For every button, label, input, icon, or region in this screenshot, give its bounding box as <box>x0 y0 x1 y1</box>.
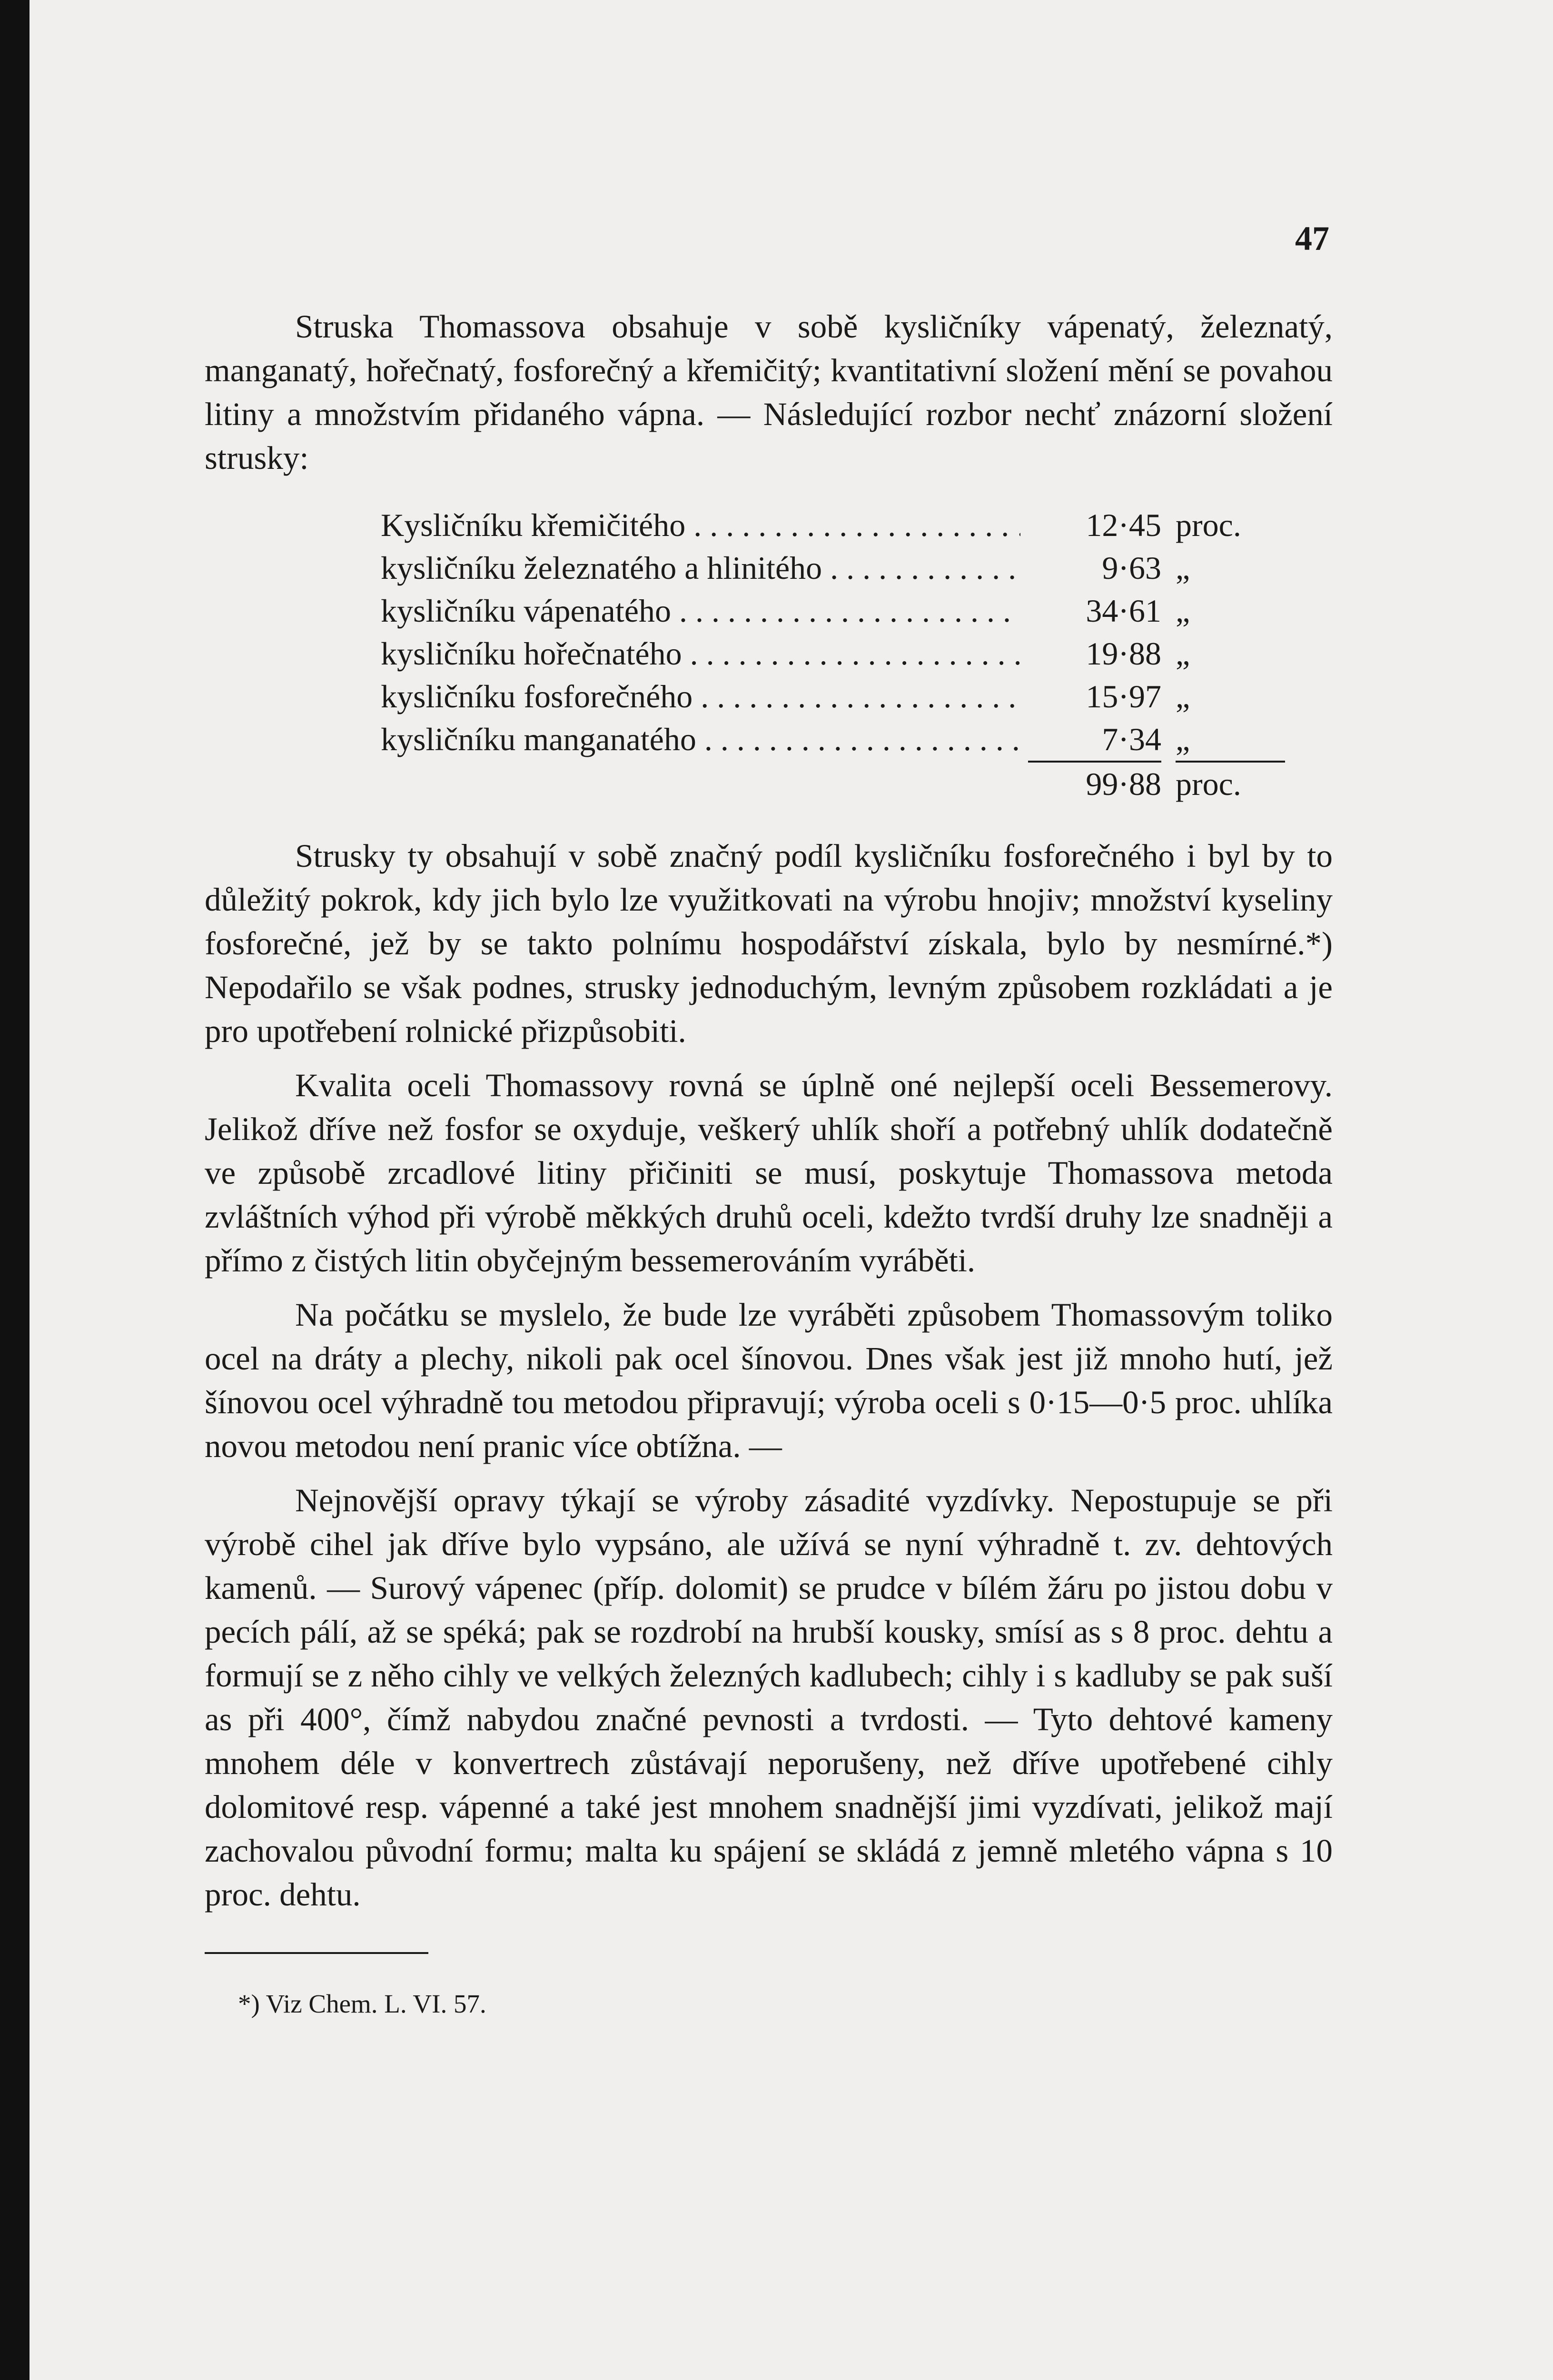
analysis-row-name: kysličníku hořečnatého . . . <box>381 632 1020 675</box>
analysis-total-unit: proc. <box>1176 766 1241 802</box>
analysis-row-value: 19·88 <box>1086 635 1161 672</box>
analysis-row <box>381 632 1285 675</box>
footnote: *) Viz Chem. L. VI. 57. <box>238 1989 486 2018</box>
analysis-row-unit: „ <box>1176 593 1190 629</box>
paragraph-3: Kvalita oceli Thomassovy rovná se úplně oné nejlepší oceli Bessemerovy. Jelikož dříve než fosfor se oxyduje, veškerý uhlík shoří a potřebný uhlík dodatečně ve způsobě zrcadlové litiny přičiniti se musí, poskytuje Thomassova metoda zvláštních výhod při výrobě měkkých druhů oceli, kdežto tvrdší druhy lze snadněji a přímo z čistých litin obyčejným bessemerováním vyráběti. <box>205 1067 1333 1279</box>
analysis-row-value: 9·63 <box>1102 550 1161 586</box>
slag-analysis-table <box>381 504 1285 805</box>
paragraph-5: Nejnovější opravy týkají se výroby zásadité vyzdívky. Nepostupuje se při výrobě cihel jak dříve bylo vypsáno, ale užívá se nyní výhradně t. zv. dehtových kamenů. — Surový vápenec (příp. dolomit) se prudce v bílém žáru po jistou dobu v pecích pálí, až se spéká; pak se rozdrobí na hrubší kousky, smísí as s 8 proc. dehtu a formují se z něho cihly ve velkých železných kadlubech; cihly i s kadluby se pak suší as při 400°, čímž nabydou značné pevnosti a tvrdosti. — Tyto dehtové kameny mnohem déle v konvertrech zůstávají neporušeny, než dříve upotřebené cihly dolomitové resp. vápenné a také jest mnohem snadnější jimi vyzdívati, jelikož mají zachovalou původní formu; malta ku spájení se skládá z jemně mletého vápna s 10 proc. dehtu. <box>205 1482 1333 1913</box>
analysis-row-name: kysličníku fosforečného . . . <box>381 675 1020 718</box>
analysis-row-value: 7·34 <box>1028 718 1161 763</box>
analysis-row-unit: „ <box>1176 635 1190 672</box>
paragraph-2: Strusky ty obsahují v sobě značný podíl kysličníku fosforečného i byl by to důležitý pokrok, kdy jich bylo lze využitkovati na výrobu hnojiv; množství kyseliny fosforečné, jež by se takto polnímu hospodářství získala, bylo by nesmírné.*) Nepodařilo se však podnes, strusky jednoduchým, levným způsobem rozkládati a je pro upotřebení rolnické přizpůsobiti. <box>205 838 1333 1049</box>
page-content <box>205 305 1333 2021</box>
analysis-row <box>381 675 1285 718</box>
scan-edge-bar <box>0 0 30 2380</box>
analysis-row-value: 12·45 <box>1086 507 1161 543</box>
analysis-row-unit: „ <box>1176 550 1190 586</box>
analysis-row <box>381 546 1285 589</box>
analysis-row-name: kysličníku železnatého a hlinitého . . . <box>381 546 1020 589</box>
analysis-row-name: kysličníku manganatého . . . <box>381 718 1020 761</box>
paragraph-1: Struska Thomassova obsahuje v sobě kysličníky vápenatý, železnatý, manganatý, hořečnatý, fosforečný a křemičitý; kvantitativní složení mění se povahou litiny a množstvím přidaného vápna. — Následující rozbor nechť znázorní složení strusky: <box>205 308 1333 476</box>
footnote-divider <box>205 1952 428 1954</box>
page-number: 47 <box>1295 219 1329 258</box>
analysis-row-value: 15·97 <box>1086 678 1161 714</box>
analysis-row <box>381 504 1285 546</box>
analysis-row-value: 34·61 <box>1086 593 1161 629</box>
analysis-row <box>381 718 1285 763</box>
analysis-total-value: 99·88 <box>1086 766 1161 802</box>
analysis-row-unit: „ <box>1176 678 1190 714</box>
analysis-total <box>381 763 1285 805</box>
analysis-row-name: Kysličníku křemičitého . . . <box>381 504 1020 546</box>
analysis-row-unit: „ <box>1176 718 1285 763</box>
paragraph-4: Na počátku se myslelo, že bude lze vyráběti způsobem Thomassovým toliko ocel na dráty a plechy, nikoli pak ocel šínovou. Dnes však jest již mnoho hutí, jež šínovou ocel výhradně tou metodou připravují; výroba oceli s 0·15—0·5 proc. uhlíka novou metodou není pranic více obtížna. — <box>205 1297 1333 1464</box>
analysis-row-unit: proc. <box>1176 507 1241 543</box>
analysis-row-name: kysličníku vápenatého . . . <box>381 589 1020 632</box>
analysis-row <box>381 589 1285 632</box>
